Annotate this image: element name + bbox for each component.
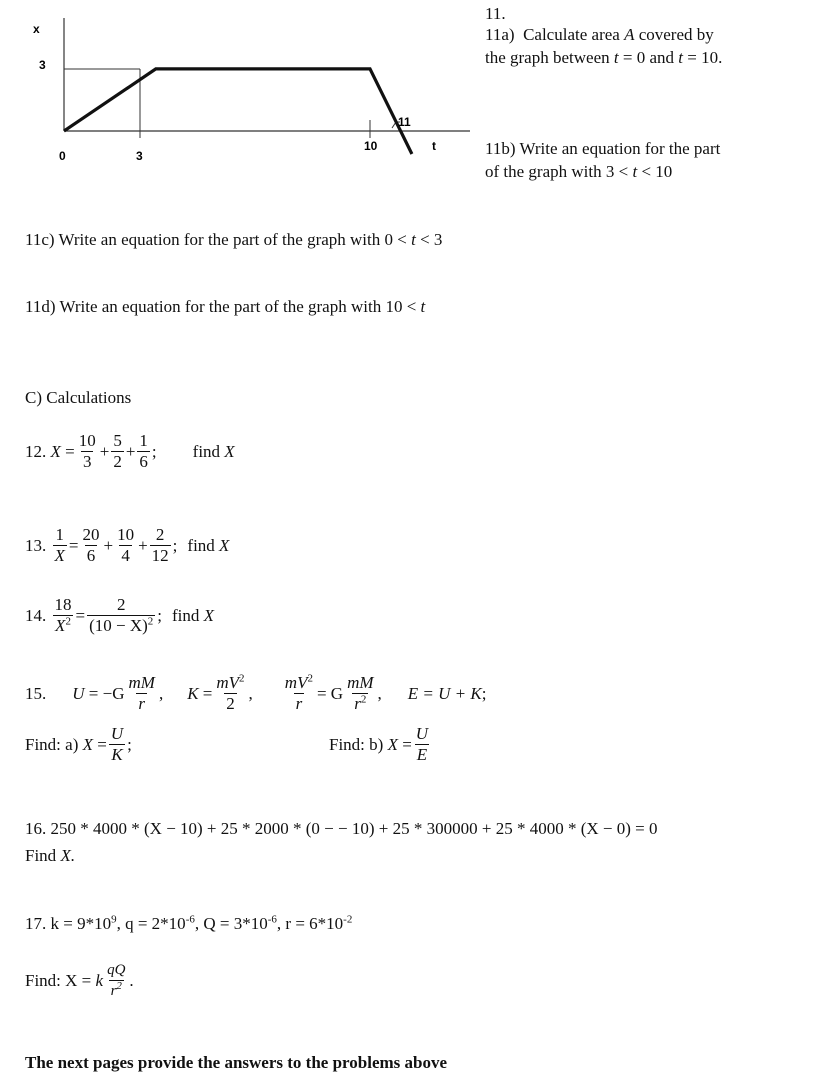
semicolon: ; <box>151 441 157 461</box>
denominator: K <box>111 745 123 764</box>
var-X: X <box>203 605 215 625</box>
problem-12 <box>25 431 235 472</box>
text: = −G <box>88 683 125 703</box>
text: , Q = 3*10 <box>194 914 268 933</box>
text: the graph between <box>485 48 610 67</box>
fraction: $\frac{mV^2}{r}$ <box>284 672 313 713</box>
numerator: U <box>110 724 124 743</box>
fraction <box>77 431 98 472</box>
var-X: X <box>224 441 235 461</box>
fraction: $\frac{2}{(10 - X)^2}$ <box>89 595 154 635</box>
denominator: X <box>55 616 66 635</box>
var-t: t <box>632 162 638 181</box>
var-X: X <box>387 734 398 754</box>
text: Find: b) <box>329 734 384 754</box>
equals: = <box>75 605 86 625</box>
x-axis-label: t <box>432 139 436 153</box>
numerator: 10 <box>117 525 135 544</box>
problem-15-equations: 15. U = −G $\frac{mM}{r}$ , K = $\frac{mV^2}{2}$ , $\frac{mV^2}{r}$ = G $\frac{mM}{r^2}$ , E = U + K ; <box>25 672 487 713</box>
denominator: E <box>416 745 428 764</box>
var-t: t <box>613 48 619 67</box>
problem-11c <box>25 229 442 251</box>
find-text: find <box>172 605 200 625</box>
plus: + <box>99 441 110 461</box>
semicolon: ; <box>172 535 178 555</box>
problem-16-find <box>25 845 75 867</box>
problem-14 <box>25 595 214 636</box>
numerator: qQ <box>107 962 126 978</box>
denominator: 3 <box>82 452 92 471</box>
var-X: X <box>50 441 61 461</box>
problem-15-find-a: Find: a) X = $\frac{U}{K}$ ; <box>25 724 132 764</box>
fraction <box>414 724 430 765</box>
semicolon: ; <box>157 605 163 625</box>
plus: + <box>103 535 114 555</box>
text: , r = 6*10 <box>276 914 344 933</box>
problem-17-values <box>25 913 352 935</box>
problem-11a-label: 11a) <box>485 25 515 44</box>
numerator: U <box>415 724 429 743</box>
denominator: 6 <box>139 452 148 471</box>
text: = 0 and <box>622 48 674 67</box>
numerator: mM <box>347 673 374 692</box>
problem-11d <box>25 296 425 318</box>
problem-15-find-b: Find: b) X = $\frac{U}{E}$ <box>329 724 429 764</box>
problem-number: 15. <box>25 683 47 703</box>
numerator: 18 <box>54 595 72 614</box>
var-t: t <box>411 230 416 249</box>
position-time-graph <box>0 0 480 210</box>
fraction <box>80 525 101 566</box>
y-axis-label: x <box>33 22 40 36</box>
var-U: U <box>72 683 85 703</box>
problem-17-find: Find: X = k $\frac{qQ}{r^2}$ . <box>25 962 134 999</box>
numerator: 1 <box>55 525 64 544</box>
var-A: A <box>624 25 635 44</box>
denominator: r <box>110 983 117 999</box>
numerator: 5 <box>113 431 122 450</box>
var-X: X <box>82 734 93 754</box>
find-text: find <box>187 535 215 555</box>
var-X: X <box>219 535 230 555</box>
problem-11-number: 11. <box>485 4 506 23</box>
problem-16-equation: 16. 250 * 4000 * (X − 10) + 25 * 2000 * (0 − − 10) + 25 * 300000 + 25 * 4000 * (X − 0) = 0 <box>25 819 658 838</box>
plus: + <box>125 441 136 461</box>
numerator: mM <box>128 673 155 692</box>
exponent: -6 <box>267 913 277 926</box>
tick-label-x10: 10 <box>364 139 378 153</box>
numerator: 2 <box>116 595 126 614</box>
fraction <box>126 673 156 714</box>
text: Find <box>25 846 57 865</box>
fraction: $\frac{mM}{r^2}$ <box>347 673 374 713</box>
problem-11a-line1 <box>485 24 714 46</box>
tick-label-y3: 3 <box>39 58 46 72</box>
fraction: $\frac{18}{X^2}$ <box>54 595 72 635</box>
graph-line <box>64 69 412 154</box>
fraction <box>109 724 125 765</box>
numerator: mV <box>216 673 240 692</box>
text: 11d) Write an equation for the part of the graph with 10 < <box>25 297 417 316</box>
text: < 10 <box>641 162 673 181</box>
denominator: 12 <box>151 546 169 565</box>
fraction <box>53 525 67 566</box>
equals: = <box>202 683 213 703</box>
var-K: K <box>187 683 199 703</box>
numerator: 2 <box>155 525 165 544</box>
problem-13 <box>25 525 229 566</box>
text: 17. k = 9*10 <box>25 914 112 933</box>
problem-11a-line2 <box>485 47 722 69</box>
tick-label-x0: 0 <box>59 149 66 163</box>
text: 11c) Write an equation for the part of the graph with 0 < <box>25 230 407 249</box>
var-t: t <box>420 297 426 316</box>
text: of the graph with 3 < <box>485 162 629 181</box>
text: Find: a) <box>25 734 79 754</box>
text: Calculate area <box>523 25 620 44</box>
problem-number: 14. <box>25 605 47 625</box>
denominator: r <box>295 694 303 713</box>
section-calculations-heading: C) Calculations <box>25 388 132 407</box>
exponent: -6 <box>185 913 195 926</box>
equals: = <box>65 441 75 461</box>
text: = G <box>316 683 344 703</box>
problem-number: 13. <box>25 535 47 555</box>
denominator: r <box>138 694 146 713</box>
var-k: k <box>95 970 104 990</box>
plus: + <box>138 535 148 555</box>
denominator: (10 − X) <box>89 616 148 635</box>
denominator: 4 <box>121 546 130 565</box>
fraction <box>111 431 124 472</box>
fraction <box>115 525 136 566</box>
text: Find: X = <box>25 970 92 990</box>
numerator: 20 <box>82 525 100 544</box>
problem-11b-line1: 11b) Write an equation for the part <box>485 139 721 158</box>
denominator: 2 <box>226 694 235 713</box>
text: , q = 2*10 <box>116 914 186 933</box>
var-t: t <box>678 48 683 67</box>
numerator: 1 <box>139 431 148 450</box>
text: < 3 <box>420 230 443 249</box>
exponent: 9 <box>111 913 117 926</box>
energy-equation: E = U + K <box>407 683 482 703</box>
exponent: -2 <box>343 913 353 926</box>
fraction <box>137 431 150 472</box>
text: = 10. <box>687 48 723 67</box>
fraction: $\frac{mV^2}{2}$ <box>216 672 245 713</box>
tick-label-x3: 3 <box>136 149 143 163</box>
fraction <box>150 525 171 566</box>
fraction: $\frac{qQ}{r^2}$ <box>107 962 126 999</box>
tick-label-x11: 11 <box>398 115 411 129</box>
var-X: X. <box>60 846 76 865</box>
denominator: X <box>54 546 65 565</box>
denominator: 2 <box>113 452 122 471</box>
denominator: 6 <box>86 546 96 565</box>
problem-number: 12. <box>25 441 47 461</box>
footer-note: The next pages provide the answers to the problems above <box>25 1053 448 1072</box>
numerator: 10 <box>78 431 96 450</box>
find-text: find <box>192 441 221 461</box>
text: covered by <box>638 25 714 44</box>
denominator: r <box>354 694 361 713</box>
problem-11b-line2 <box>485 161 672 183</box>
equals: = <box>68 535 79 555</box>
numerator: mV <box>284 673 308 692</box>
